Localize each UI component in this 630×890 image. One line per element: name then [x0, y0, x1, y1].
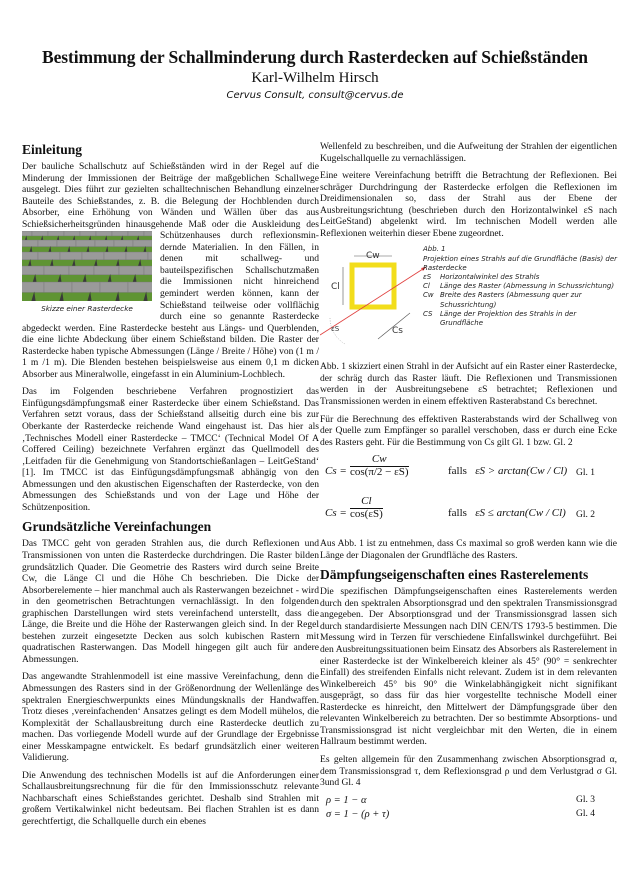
cw-label: Cw: [366, 251, 380, 262]
right-paragraph-2: Eine weitere Vereinfachung betrifft die Betrachtung der Reflexionen. Bei schräger Durchdringung der Rasterdecke erfolgen die Reflexionen im Dreidimensionalen so, dass der Strahl aus der Ebene der Ausbreitungsrichtung (beschrieben durch den Horizontalwinkel εS nach LeitGeStand) abgelenkt wird. Im technischen Modell werden alle Reflexionen weiterhin dieser Ebene zugeordnet.: [320, 170, 617, 239]
legend-text: Länge des Raster (Abmessung in Schussrichtung): [440, 282, 615, 291]
eq2-numerator: Cl: [350, 496, 383, 509]
eq2-number: Gl. 2: [576, 510, 595, 521]
legend-row: [423, 273, 618, 282]
simplification-paragraph-2: Das angewandte Strahlenmodell ist eine massive Vereinfachung, denn die Abmessungen des Rasters sind in der Größenordnung der Wellenlänge des spektralen Energieschwerpunkts eines Mündungsknalls der Handwaffen. Trotz dieses ‚vereinfachenden‘ Ansatzes gelingt es dem Modell mühelos, die Komplexität der Schallausbreitung durch eine Rasterdecke deutlich zu machen. Das vorliegende Modell wurde auf der Grundlage der Ergebnisse einer Messkampagne entwickelt. Es bedarf grundsätzlich einer weiteren Validierung.: [22, 671, 319, 764]
section-heading-daempfung: Dämpfungseigenschaften eines Rasterelements: [320, 567, 589, 583]
figure-1-caption: Projektion eines Strahls auf die Grundfläche (Basis) der Rasterdecke: [423, 254, 618, 272]
author-affiliation: Cervus Consult, consult@cervus.de: [226, 90, 404, 101]
simplification-paragraph-1: Das TMCC geht von geraden Strahlen aus, die durch Reflexionen und Transmissionen von unten die Rasterdecke durchdringen. Die Raster bilden grundsätzlich Quader. Die Geometrie des Rasters wird durch seine Breite Cw, die Länge Cl und die Höhe Ch beschrieben. Die Dicke der Absorberelemente – hier manchmal auch als Rasterwangen bezeichnet - wird in den geometrischen Betrachtungen vernachlässigt. In den folgenden graphischen Darstellungen wird stets vereinfachend unterstellt, dass die Länge, die Breite und die Höhe der Rasterwangen gleich sind. In der Regel bestehen zurzeit eingesetzte Decken aus solch kubischen Rastern mit quadratischen Rasterwangen. Das Modell hingegen gilt auch für andere Abmessungen.: [22, 538, 319, 665]
eq2-denominator: cos(εS): [350, 507, 383, 520]
grid-wall: [48, 231, 64, 236]
es-label: εS: [331, 325, 340, 334]
section-heading-einleitung: Einleitung: [22, 142, 83, 157]
grid-wall: [38, 240, 57, 247]
grid-wall: [119, 266, 144, 275]
grid-wall: [22, 240, 38, 247]
eq1-cond-expr: εS > arctan(Cw / Cl): [475, 465, 568, 478]
cl-label: Cl: [331, 282, 340, 293]
intro-text-start: Der bauliche Schallschutz auf Schießständen wird in der Regel auf die Minderung der Immissionen der Beiträge der maßgeblichen Schallwege ausgelegt. Dies führt zur gezielten schalltechnischen Behandlung einzelner Bauteile des Schießstandes, z. B. die Belegung der Hochblenden durch Absorber, eine Erhöhung von Wänden und Wällen über das aus Schießsicherheitsgründen hinausgehende Maß oder die Auskleidung des Schützenhauses durch reflexionsmin-: [22, 161, 319, 242]
equation-3: [320, 795, 617, 809]
eq1-fraction: [350, 454, 409, 478]
figure-caption: Skizze einer Rasterdecke: [41, 304, 133, 314]
eq2-cond-expr: εS ≤ arctan(Cw / Cl): [475, 507, 566, 520]
equation-4: [320, 809, 617, 823]
eq1-lhs: Cs =: [325, 465, 347, 478]
grid-wall: [82, 252, 104, 260]
legend-symbol: εS: [423, 272, 432, 281]
grid-wall: [80, 231, 96, 236]
cs-label: Cs: [392, 326, 403, 337]
figure-1: [320, 245, 617, 357]
right-paragraph-4: Für die Berechnung des effektiven Rasterabstands wird der Schallweg von der Quelle zum Empfänger so parallel verschoben, dass er durch eine Ecke des Rasters geht. Für die Bestimmung von Cs gilt Gl. 1 bzw. Gl. 2: [320, 413, 617, 448]
grid-wall: [144, 231, 152, 236]
equation-1: [320, 454, 617, 494]
legend-symbol: Cl: [423, 282, 430, 291]
grid-wall: [148, 252, 152, 260]
eq1-denominator: cos(π/2 − εS): [350, 465, 409, 478]
grid-wall: [64, 231, 80, 236]
legend-row: [423, 282, 618, 291]
grid-wall: [126, 252, 148, 260]
grid-wall: [94, 266, 119, 275]
legend-row: [423, 291, 618, 309]
rasterdecke-image: [22, 231, 152, 301]
grid-wall: [95, 240, 114, 247]
grid-wall: [76, 240, 95, 247]
paper-title: Bestimmung der Schallminderung durch Rasterdecken auf Schießständen: [42, 47, 588, 67]
grid-wall: [128, 231, 144, 236]
grid-wall: [60, 252, 82, 260]
intro-paragraph-2: Das im Folgenden beschriebene Verfahren prognostiziert das Einfügungsdämpfungsmaß einer Rasterdecke über einem Schießstand. Das Verfahren setzt voraus, dass der Schießstand allseitig durch eine bis zur Oberkante der Rasterdecke reichende Wand eingehaust ist. Das hier als ‚Technisches Modell einer Rasterdecke – TMCC‘ (Technical Model Of A Coffered Ceiling) bezeichnete Verfahren ergänzt das Quellmodell des ‚Leitfaden für die Genehmigung von Standortschießanlagen – LeitGeStand‘ [1]. Im TMCC ist das Einfügungsdämpfungsmaß abhängig von den Abmessungen und den akustischen Eigenschaften der Rasterdecke, von den Abmessungen des Schießstands und von der Lage und Höhe der Schützenposition.: [22, 386, 319, 513]
grid-wall: [69, 266, 94, 275]
grid-wall: [104, 252, 126, 260]
grid-wall: [22, 266, 44, 275]
legend-row: [423, 310, 618, 328]
left-column: [22, 142, 319, 834]
eq3-expr: ρ = 1 − α: [326, 794, 367, 806]
eq2-falls: falls: [448, 507, 467, 520]
eq1-condition: [448, 466, 567, 478]
right-column: [320, 141, 617, 823]
eq1-numerator: Cw: [350, 454, 409, 467]
intro-text-rest: dernde Materialien. In den Fällen, in denen mit schallweg- und bauteilspezifischen Schallschutzmaßen die Immissionen nicht hinreichend gemindert werden können, kann der Schießstand teilweise oder vollflächig durch eine so genannte Rasterdecke abgedeckt werden. Eine Rasterdecke besteht aus Längs- und Querblenden, die eine lichte Abdeckung über einem Schießstand bilden. Die Raster der Rasterdecke haben typische Abmessungen (Länge / Breite / Höhe) von (1 m / 1 m /1 m). Die Blenden bestehen beispielsweise aus einem 0,1 m dicken Absorber aus Mineralwolle, eingefasst in ein Aluminium-Lochblech.: [22, 241, 319, 380]
grid-wall: [32, 231, 48, 236]
right-paragraph-5: Aus Abb. 1 ist zu entnehmen, dass Cs maximal so groß werden kann wie die Länge der Diagonalen der Grundfläche des Rasters.: [320, 538, 617, 561]
grid-wall: [112, 231, 128, 236]
grid-wall: [22, 231, 32, 236]
intro-paragraph-1: [22, 161, 319, 380]
simplification-paragraph-3: Die Anwendung des technischen Modells ist auf die Anforderungen einer Schallausbreitungsrechnung für die für den Immissionsschutz relevante Nachbarschaft eines Schießstandes gerichtet. Deshalb sind Strahlen mit großem Vertikalwinkel nicht bedeutsam. Bei flachen Strahlen ist es dann gerechtfertigt, die Schallquelle durch ein ebenes: [22, 769, 319, 827]
eq2-lhs: Cs =: [325, 507, 347, 520]
figure-1-legend: [423, 245, 618, 328]
grid-wall: [72, 282, 100, 292]
eq1-number: Gl. 1: [576, 468, 595, 479]
figure-rasterdecke: [22, 231, 152, 315]
grid-wall: [144, 266, 152, 275]
legend-text: Länge der Projektion des Strahls in der Grundfläche: [440, 309, 577, 327]
legend-text: Horizontalwinkel des Strahls: [440, 272, 540, 281]
eq3-number: Gl. 3: [576, 794, 595, 805]
eq2-condition: [448, 508, 566, 520]
figure-1-diagram: [320, 245, 430, 357]
legend-symbol: CS: [423, 309, 433, 318]
damping-paragraph-1: Die spezifischen Dämpfungseigenschaften eines Rasterelements werden durch den spektralen Absorptionsgrad und den spektralen Transmissionsgrad angegeben. Der Absorptionsgrad und der Transmissionsgrad lassen sich durch standardisierte Messungen nach DIN CEN/TS 1793-5 bestimmen. Die Messung wird in Terzen für verschiedene Einfallswinkel durchgeführt. Bei den Ausbreitungssituationen beim Einsatz des Absorbers als Rasterelement in einer Rasterdecke ist der Winkelbereich kleiner als 45° (90° = senkrechter Einfall) des streifenden Einfalls nicht relevant. Zudem ist in dem relevanten Winkelbereich 45° bis 90° die Winkelabhängigkeit nicht signifikant ausgeprägt, so dass für das hier vorgestellte technische Modell einer Rasterdecke es hinreicht, den Mittelwert der Dämpfungsgrade über den relevanten Winkelbereich zu betrachten. Der so bestimmte Absorptions- und Transmissionsgrad ist nicht vergleichbar mit den Werten, die in einem Hallraum bestimmt werden.: [320, 586, 617, 748]
section-heading-vereinfachungen: Grundsätzliche Vereinfachungen: [22, 519, 212, 535]
eq1-falls: falls: [448, 465, 467, 478]
grid-wall: [44, 266, 69, 275]
rasterdecke-sketch: [22, 231, 152, 301]
damping-paragraph-2: Es gelten allgemein für den Zusammenhang zwischen Absorptionsgrad α, dem Transmissionsgrad τ, dem Reflexionsgrad ρ und dem Verlustgrad σ Gl. 3und Gl. 4: [320, 753, 617, 789]
legend-symbol: Cw: [423, 291, 434, 300]
author-name: Karl-Wilhelm Hirsch: [251, 70, 379, 86]
grid-wall: [133, 240, 152, 247]
eq2-fraction: [350, 496, 383, 520]
right-paragraph-3: Abb. 1 skizziert einen Strahl in der Aufsicht auf ein Raster einer Rasterdecke, der schräg durch das Raster läuft. Die Reflexionen und Transmissionen werden in der Ausbreitungsebene εS betrachtet; Reflexionen und Transmissionen werden in einem effektiven Rasterabstand Cs berechnet.: [320, 361, 617, 408]
legend-text: Breite des Rasters (Abmessung quer zur Schussrichtung): [440, 291, 582, 309]
right-paragraph-1: Wellenfeld zu beschreiben, und die Aufweitung der Strahlen der eigentlichen Kugelschallquelle zu vernachlässigen.: [320, 141, 617, 164]
grid-wall: [114, 240, 133, 247]
grid-wall: [22, 282, 44, 292]
eq4-number: Gl. 4: [576, 808, 595, 819]
grid-wall: [57, 240, 76, 247]
figure-1-label: Abb. 1: [423, 245, 446, 254]
equation-2: [320, 496, 617, 536]
eq4-expr: σ = 1 − (ρ + τ): [326, 808, 390, 820]
grid-wall: [96, 231, 112, 236]
grid-wall: [44, 282, 72, 292]
grid-wall: [38, 252, 60, 260]
grid-wall: [100, 282, 128, 292]
grid-wall: [22, 252, 38, 260]
grid-wall: [128, 282, 152, 292]
